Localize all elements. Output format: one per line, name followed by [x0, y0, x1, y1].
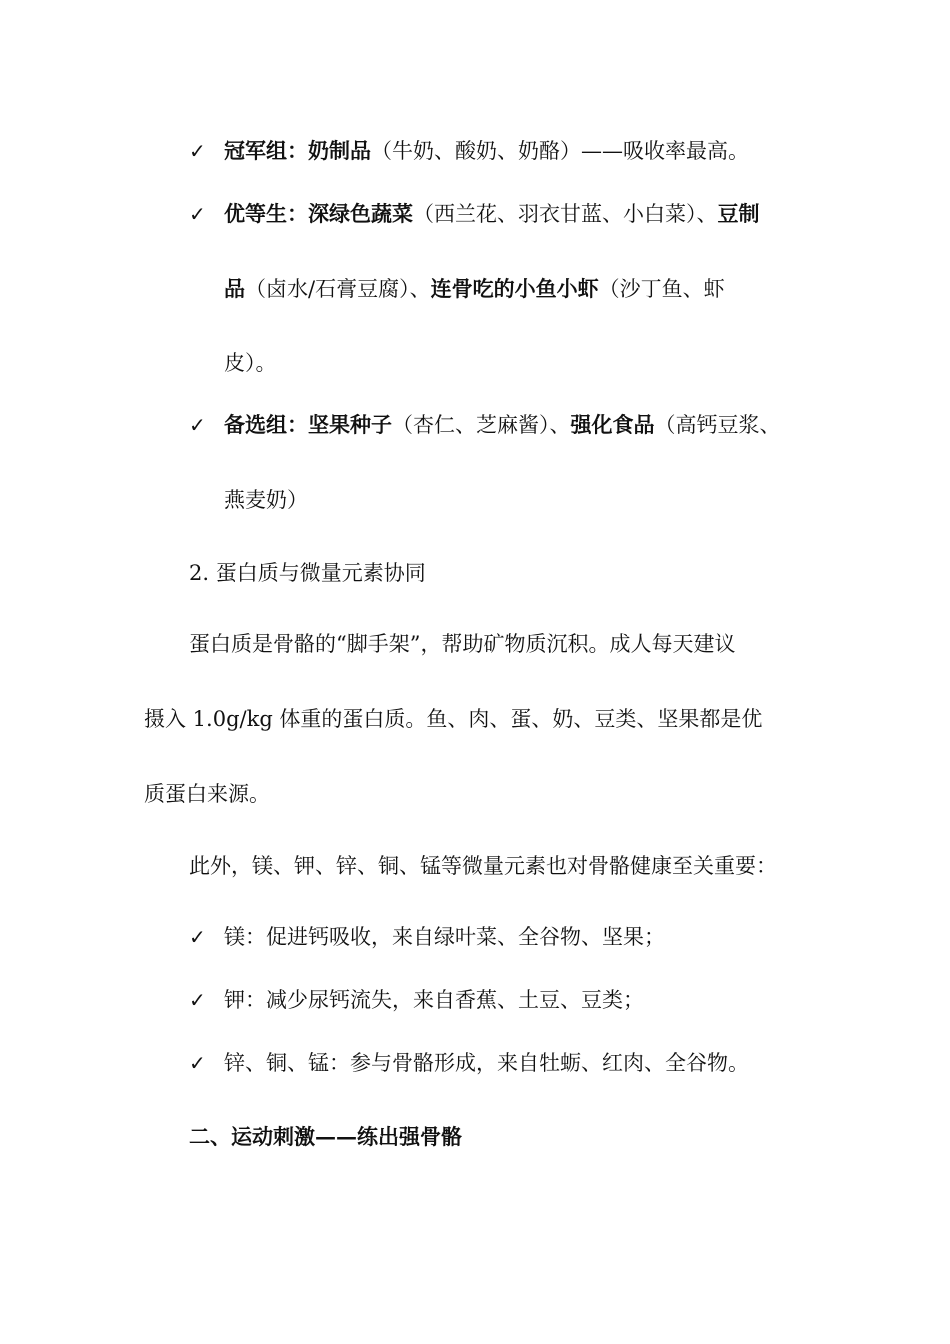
item-strong: 坚果种子 — [308, 412, 392, 437]
item-text: （卤水/石膏豆腐）、 — [245, 277, 431, 301]
section-heading: 二、运动刺激——练出强骨骼 — [189, 1124, 462, 1149]
item-label: 冠军组： — [224, 138, 308, 163]
item-text: （牛奶、酸奶、奶酪）——吸收率最高。 — [371, 139, 749, 163]
paragraph-line: 质蛋白来源。 — [144, 782, 270, 806]
list-item-continuation — [224, 485, 308, 515]
item-text: （杏仁、芝麻酱）、 — [392, 413, 571, 437]
list-item — [224, 410, 781, 440]
item-text: （高钙豆浆、 — [654, 413, 781, 437]
item-text: 皮）。 — [224, 351, 277, 375]
list-item: 钾：减少尿钙流失，来自香蕉、土豆、豆类； — [224, 988, 644, 1012]
check-icon: ✓ — [189, 202, 206, 226]
item-text: 燕麦奶） — [224, 488, 308, 512]
check-icon: ✓ — [189, 413, 206, 437]
item-label: 优等生： — [224, 201, 308, 226]
paragraph-line: 此外，镁、钾、锌、铜、锰等微量元素也对骨骼健康至关重要： — [189, 854, 777, 878]
check-icon: ✓ — [189, 925, 206, 949]
item-text: （沙丁鱼、虾 — [598, 277, 725, 301]
section-title: 2. 蛋白质与微量元素协同 — [189, 561, 426, 585]
paragraph-line: 摄入 1.0g/kg 体重的蛋白质。鱼、肉、蛋、奶、豆类、坚果都是优 — [144, 707, 763, 731]
list-item-continuation — [224, 274, 725, 304]
list-item: 镁：促进钙吸收，来自绿叶菜、全谷物、坚果； — [224, 925, 665, 949]
item-label: 备选组： — [224, 412, 308, 437]
item-strong: 连骨吃的小鱼小虾 — [430, 276, 599, 301]
list-item: 锌、铜、锰：参与骨骼形成，来自牡蛎、红肉、全谷物。 — [224, 1051, 749, 1075]
check-icon: ✓ — [189, 139, 206, 163]
list-item — [224, 136, 749, 166]
item-strong: 奶制品 — [308, 138, 371, 163]
item-strong: 豆制 — [717, 201, 760, 226]
list-item — [224, 199, 760, 229]
item-strong: 品 — [224, 276, 245, 301]
item-text: （西兰花、羽衣甘蓝、小白菜）、 — [413, 202, 718, 226]
check-icon: ✓ — [189, 988, 206, 1012]
list-item-continuation — [224, 348, 277, 378]
item-strong: 深绿色蔬菜 — [308, 201, 413, 226]
paragraph-line: 蛋白质是骨骼的“脚手架”，帮助矿物质沉积。成人每天建议 — [189, 632, 736, 656]
check-icon: ✓ — [189, 1051, 206, 1075]
item-strong: 强化食品 — [570, 412, 655, 437]
